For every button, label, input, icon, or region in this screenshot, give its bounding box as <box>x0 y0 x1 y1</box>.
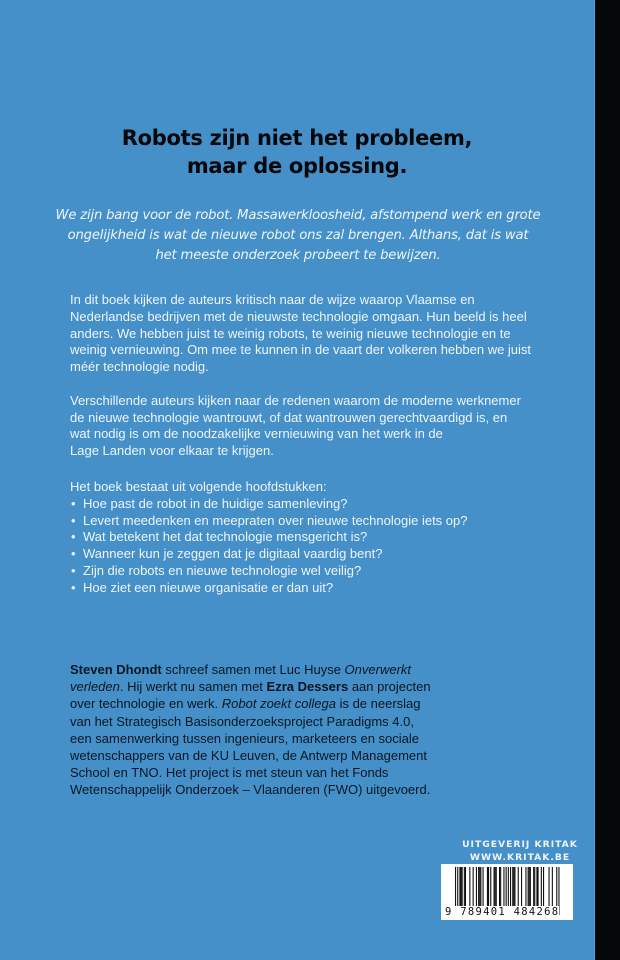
book-spine <box>594 0 620 960</box>
blurb-paragraph-2 <box>70 393 570 460</box>
barcode-bar <box>552 867 553 907</box>
barcode-bar <box>494 867 495 907</box>
barcode-bar <box>510 867 511 907</box>
headline-line-1: Robots zijn niet het probleem, <box>121 126 473 150</box>
barcode-bar <box>487 867 488 907</box>
chapter-item: • Hoe ziet een nieuwe organisatie er dan uit? <box>70 580 570 597</box>
text-line: de nieuwe technologie wantrouwt, of dat wantrouwen gerechtvaardigd is, en <box>70 409 508 425</box>
text-line: anders. We hebben juist te weinig robots, te weinig nieuwe technologie en te <box>70 325 511 341</box>
headline-line-2: maar de oplossing. <box>186 154 408 178</box>
barcode-bar <box>536 867 537 907</box>
barcode-bar <box>528 867 529 907</box>
barcode-bar <box>461 867 462 907</box>
barcode-bar <box>543 867 544 907</box>
book-title: Onverwerkt <box>344 662 412 677</box>
blurb-body <box>70 292 570 477</box>
text-line: Lage Landen voor elkaar te krijgen. <box>70 443 274 459</box>
barcode-bar <box>530 867 531 907</box>
chapter-item: • Levert meedenken en meepraten over nieuwe technologie iets op? <box>70 513 570 530</box>
barcode-bar <box>490 867 491 907</box>
barcode-bar <box>503 867 504 907</box>
intro-quote <box>48 206 548 266</box>
bio-text: School en TNO. Het project is met steun van het Fonds <box>70 765 389 781</box>
chapter-item: • Wat betekent het dat technologie mensgericht is? <box>70 529 570 546</box>
barcode-bar <box>500 867 501 907</box>
publisher-website: WWW.KRITAK.BE <box>469 851 571 863</box>
bio-text: een samenwerking tussen ingenieurs, marketeers en sociale <box>70 730 420 746</box>
publisher-info <box>430 839 610 864</box>
text-line: weinig vernieuwing. Om mee te kunnen in de vaart der volkeren hebben we juist <box>70 342 532 358</box>
barcode-bar <box>478 867 479 907</box>
barcode-bar <box>541 867 542 907</box>
bio-text: schreef samen met Luc Huyse <box>161 662 345 677</box>
barcode-bar <box>549 867 550 907</box>
text-line: Nederlandse bedrijven met de nieuwste technologie omgaan. Hun beeld is heel <box>70 308 527 324</box>
publisher-name: UITGEVERIJ KRITAK <box>462 839 578 850</box>
barcode-bar <box>495 867 496 907</box>
barcode-bar <box>518 867 519 907</box>
text-line: méér technologie nodig. <box>70 359 209 375</box>
intro-line: We zijn bang voor de robot. Massawerkloosheid, afstompend werk en grote <box>55 208 541 223</box>
author-name: Steven Dhondt <box>70 662 162 677</box>
isbn-barcode <box>441 864 573 920</box>
intro-line: ongelijkheid is wat de nieuwe robot ons zal brengen. Althans, dat is wat <box>67 228 529 243</box>
bio-text: aan projecten <box>348 679 431 695</box>
bio-text: over technologie en werk. <box>70 696 222 712</box>
author-name: Ezra Dessers <box>266 679 349 695</box>
barcode-bar <box>473 867 474 907</box>
barcode-bar <box>521 867 522 907</box>
barcode-bar <box>514 867 515 907</box>
barcode-bar <box>465 867 466 907</box>
barcode-bar <box>499 867 500 907</box>
barcode-bar <box>496 867 497 907</box>
barcode-bar <box>538 867 539 907</box>
bio-text: wetenschappers van de KU Leuven, de Antwerp Management <box>70 748 428 764</box>
barcode-bar <box>459 867 460 907</box>
chapter-list <box>70 479 570 597</box>
barcode-bar <box>469 867 470 907</box>
bio-text: . Hij werkt nu samen met <box>119 679 267 695</box>
barcode-bar <box>512 867 513 907</box>
chapter-item: • Wanneer kun je zeggen dat je digitaal vaardig bent? <box>70 546 570 563</box>
barcode-bar <box>533 867 534 907</box>
isbn-number: 9 789401 484268 <box>445 906 560 918</box>
barcode-bar <box>479 867 480 907</box>
barcode-bar <box>534 867 535 907</box>
barcode-bar <box>480 867 481 907</box>
chapter-list-heading: Het boek bestaat uit volgende hoofdstukken: <box>70 479 327 494</box>
text-line: In dit boek kijken de auteurs kritisch naar de wijze waarop Vlaamse en <box>70 292 475 307</box>
blurb-paragraph-1 <box>70 292 570 376</box>
barcode-bar <box>483 867 484 907</box>
chapter-item: • Zijn die robots en nieuwe technologie wel veilig? <box>70 563 570 580</box>
chapter-item: • Hoe past de robot in de huidige samenleving? <box>70 496 570 513</box>
barcode-bar <box>529 867 530 907</box>
barcode-bar <box>476 867 477 907</box>
barcode-bar <box>513 867 514 907</box>
barcode-bar <box>462 867 463 907</box>
author-bio <box>70 661 470 799</box>
bio-text: van het Strategisch Basisonderzoeksproject Paradigms 4.0, <box>70 713 414 729</box>
intro-line: het meeste onderzoek probeert te bewijzen. <box>155 248 441 263</box>
bio-text: is de neerslag <box>335 696 421 712</box>
barcode-bar <box>488 867 489 907</box>
barcode-bar <box>464 867 465 907</box>
book-title: verleden <box>70 679 120 695</box>
book-title: Robot zoekt collega <box>221 696 336 712</box>
text-line: wat nodig is om de noodzakelijke vernieuwing van het werk in de <box>70 426 443 442</box>
barcode-bar <box>525 867 526 907</box>
text-line: Verschillende auteurs kijken naar de redenen waarom de moderne werknemer <box>70 392 521 408</box>
bio-text: Wetenschappelijk Onderzoek – Vlaanderen (FWO) uitgevoerd. <box>70 782 431 798</box>
headline <box>0 124 594 180</box>
